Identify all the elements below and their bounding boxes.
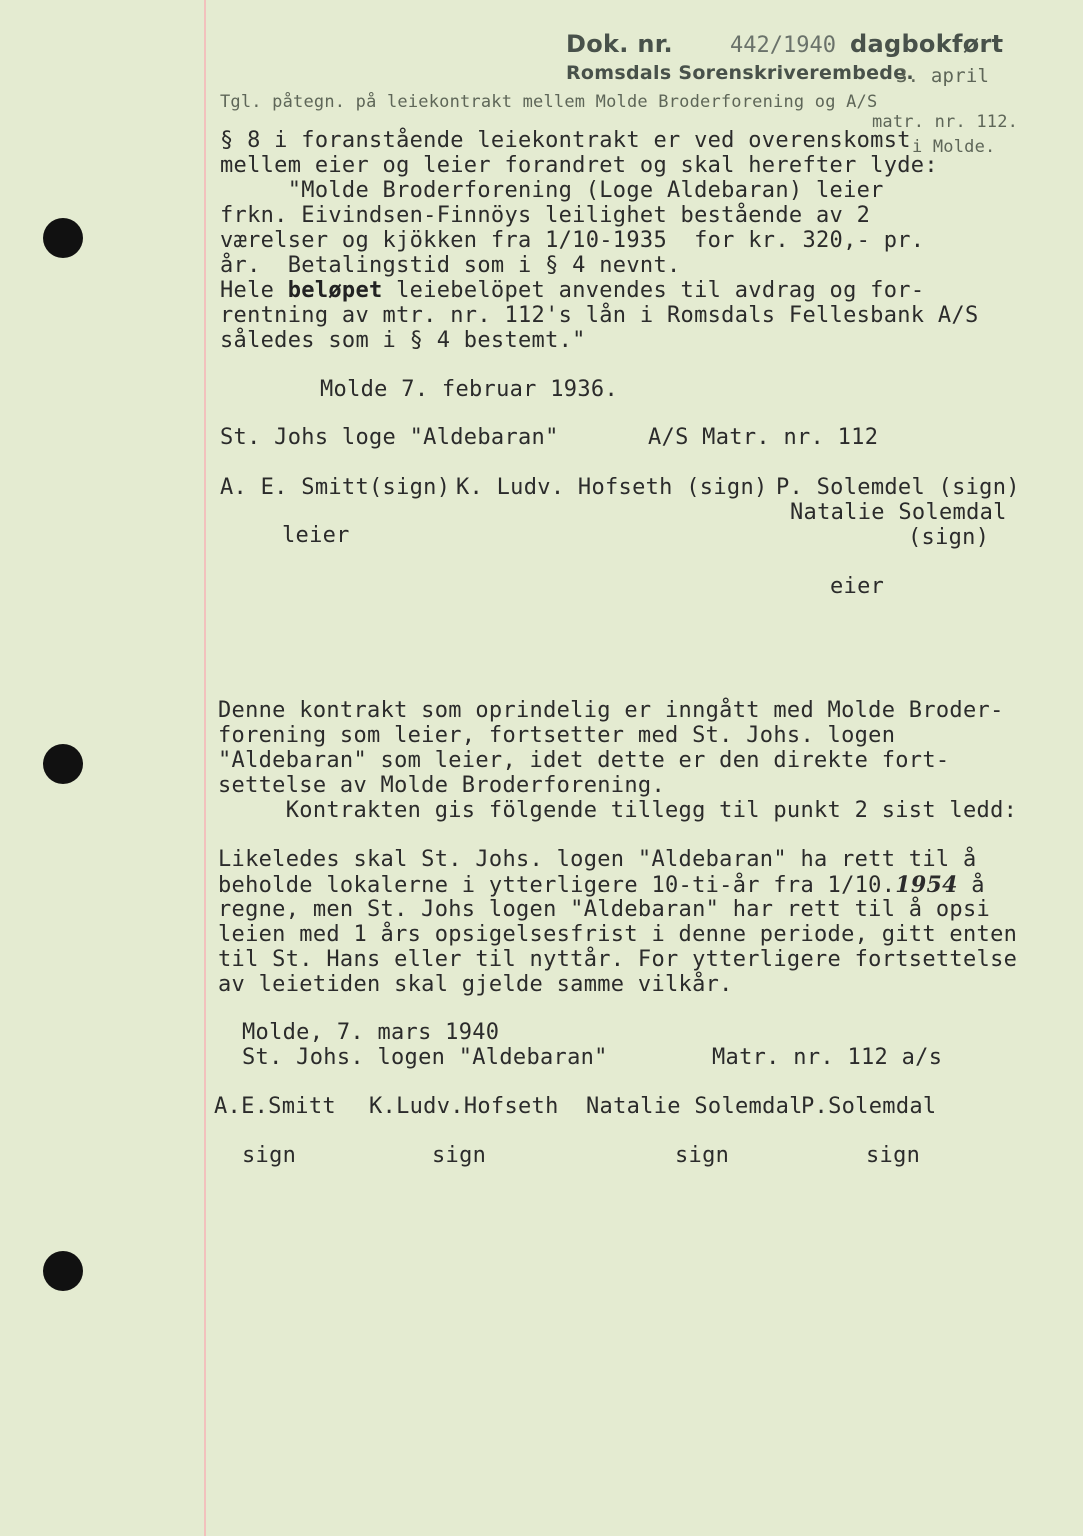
- punch-hole-top: [43, 218, 83, 258]
- party-left-1: St. Johs loge "Aldebaran": [220, 425, 559, 450]
- body1-line: rentning av mtr. nr. 112's lån i Romsdals Fellesbank A/S: [220, 303, 979, 328]
- punch-hole-middle: [43, 744, 83, 784]
- body2-line: forening som leier, fortsetter med St. Johs. logen: [218, 723, 896, 748]
- date-1940: Molde, 7. mars 1940: [242, 1020, 500, 1045]
- body2-line: Denne kontrakt som oprindelig er inngått med Molde Broder-: [218, 698, 1004, 723]
- struck-word: beløpet: [287, 278, 383, 303]
- signature-natalie-sign: (sign): [908, 525, 990, 550]
- body2-line: Kontrakten gis fölgende tillegg til punkt 2 sist ledd:: [218, 798, 1018, 823]
- signature-solemdel: P. Solemdel (sign): [776, 475, 1020, 500]
- body3-line2-end: å: [957, 873, 985, 898]
- body2-line: "Aldebaran" som leier, idet dette er den direkte fort-: [218, 748, 950, 773]
- body1-line: således som i § 4 bestemt.": [220, 328, 586, 353]
- body1-line: [220, 278, 924, 303]
- role-eier: eier: [830, 574, 885, 599]
- stamp-doc-number: 442/1940: [730, 33, 836, 58]
- stamp-office: Romsdals Sorenskriverembede.: [566, 62, 914, 84]
- body1-line: frkn. Eivindsen-Finnöys leilighet bestående av 2: [220, 203, 871, 228]
- signer-natalie: Natalie Solemdal: [586, 1094, 803, 1119]
- margin-rule: [204, 0, 206, 1536]
- body1-line7-start: Hele: [220, 278, 288, 303]
- signer-smitt: A.E.Smitt: [214, 1094, 336, 1119]
- sign-word: sign: [675, 1143, 730, 1168]
- body3-line: Likeledes skal St. Johs. logen "Aldebaran" ha rett til å: [218, 847, 977, 872]
- punch-hole-bottom: [43, 1251, 83, 1291]
- body3-line: regne, men St. Johs logen "Aldebaran" har rett til å opsi: [218, 897, 991, 922]
- body1-line: år. Betalingstid som i § 4 nevnt.: [220, 253, 681, 278]
- body3-line: leien med 1 års opsigelsesfrist i denne periode, gitt enten: [218, 922, 1018, 947]
- body3-line: av leietiden skal gjelde samme vilkår.: [218, 972, 733, 997]
- signature-smitt: A. E. Smitt(sign): [220, 475, 451, 500]
- header-note-line1: Tgl. påtegn. på leiekontrakt mellem Molde Broderforening og A/S: [220, 92, 878, 112]
- sign-word: sign: [242, 1143, 297, 1168]
- body2-line: settelse av Molde Broderforening.: [218, 773, 665, 798]
- body1-line: "Molde Broderforening (Loge Aldebaran) leier: [220, 178, 884, 203]
- party-right-2: Matr. nr. 112 a/s: [712, 1045, 943, 1070]
- sign-word: sign: [432, 1143, 487, 1168]
- date-1936: Molde 7. februar 1936.: [320, 377, 618, 402]
- body3-line: [218, 872, 985, 898]
- header-note-line2: matr. nr. 112.: [872, 112, 1019, 132]
- signature-natalie: Natalie Solemdal: [790, 500, 1007, 525]
- body1-line7-rest: leiebelöpet anvendes til avdrag og for-: [382, 278, 925, 303]
- body3-line2-start: beholde lokalerne i ytterligere 10-ti-år fra 1/10.: [218, 873, 896, 898]
- sign-word: sign: [866, 1143, 921, 1168]
- body1-line: mellem eier og leier forandret og skal herefter lyde:: [220, 153, 938, 178]
- signer-solemdal: P.Solemdal: [801, 1094, 937, 1119]
- stamp-dagbokfort: dagbokført: [850, 30, 1004, 58]
- stamp-date: 3. april: [896, 65, 990, 87]
- body1-line: § 8 i foranstående leiekontrakt er ved overenskomst: [220, 128, 911, 153]
- party-left-2: St. Johs. logen "Aldebaran": [242, 1045, 608, 1070]
- handwritten-year: 1954: [895, 872, 958, 898]
- stamp-dok-label: Dok. nr.: [566, 30, 673, 58]
- body3-line: til St. Hans eller til nyttår. For ytterligere fortsettelse: [218, 947, 1018, 972]
- header-note-line3: i Molde.: [912, 137, 996, 157]
- signature-hofseth: K. Ludv. Hofseth (sign): [456, 475, 768, 500]
- party-right-1: A/S Matr. nr. 112: [648, 425, 879, 450]
- body1-line: værelser og kjökken fra 1/10-1935 for kr. 320,- pr.: [220, 228, 925, 253]
- role-leier: leier: [282, 523, 350, 548]
- signer-hofseth: K.Ludv.Hofseth: [369, 1094, 559, 1119]
